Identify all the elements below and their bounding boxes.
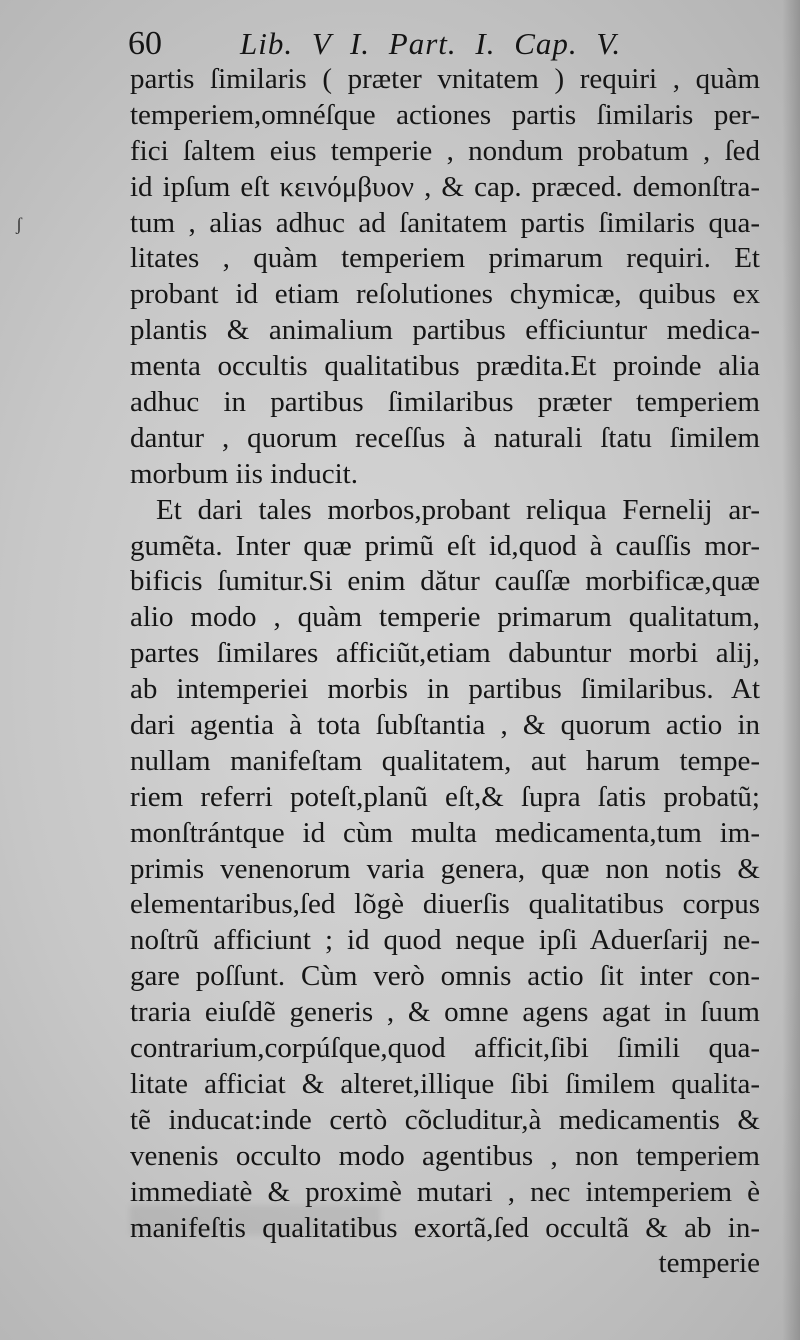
text-line: bificis ſumitur.Si enim dătur cauſſæ morbificæ,quæ (130, 565, 760, 598)
body-text (130, 62, 760, 1282)
text-line: litates , quàm temperiem primarum requiri. Et (130, 242, 760, 275)
text-line: dantur , quorum receſſus à naturali ſtatu ſimilem (130, 421, 760, 454)
text-line: monſtrántque id cùm multa medicamenta,tum im- (130, 816, 760, 849)
text-line: alio modo , quàm temperie primarum qualitatum, (130, 601, 760, 634)
text-line: probant id etiam reſolutiones chymicæ, quibus ex (130, 278, 760, 311)
text-line: plantis & animalium partibus efficiuntur medica- (130, 314, 760, 347)
text-line: gumẽta. Inter quæ primũ eſt id,quod à cauſſis mor- (130, 529, 760, 562)
text-line: tẽ inducat:inde certò cõcluditur,à medicamentis & (130, 1103, 760, 1136)
text-line: noſtrũ afficiunt ; id quod neque ipſi Aduerſarij ne- (130, 924, 760, 957)
text-line: dari agentia à tota ſubſtantia , & quorum actio in (130, 709, 760, 742)
show-through-smudge (130, 1205, 380, 1235)
text-line: partis ſimilaris ( præter vnitatem ) requiri , quàm (130, 63, 760, 95)
catchword: temperie (658, 1247, 760, 1280)
text-line: gare poſſunt. Cùm verò omnis actio ſit inter con- (130, 960, 760, 993)
text-line: contrarium,corpúſque,quod afficit,ſibi ſimili qua- (130, 1032, 760, 1065)
text-line: venenis occulto modo agentibus , non temperiem (130, 1139, 760, 1172)
text-line: partes ſimilares afficiũt,etiam dabuntur morbi alij, (130, 637, 760, 670)
text-line: ab intemperiei morbis in partibus ſimilaribus. At (130, 673, 760, 706)
text-line: fici ſaltem eius temperie , nondum probatum , ſed (130, 134, 760, 167)
text-line: tum , alias adhuc ad ſanitatem partis ſimilaris qua- (130, 206, 760, 239)
text-line: Et dari tales morbos,probant reliqua Fernelij ar- (156, 493, 760, 526)
page-number: 60 (128, 25, 162, 62)
text-line: nullam manifeſtam qualitatem, aut harum tempe- (130, 744, 760, 777)
running-head (128, 22, 768, 66)
text-line: temperiem,omnéſque actiones partis ſimilaris per- (130, 98, 760, 131)
running-title: Lib. V I. Part. I. Cap. V. (240, 26, 622, 61)
text-line: morbum iis inducit. (130, 457, 358, 490)
margin-mark: ʃ (16, 214, 22, 234)
page-gutter-shadow (782, 0, 800, 1340)
text-line: adhuc in partibus ſimilaribus præter temperiem (130, 386, 760, 419)
text-line: menta occultis qualitatibus prædita.Et proinde alia (130, 350, 760, 383)
text-line: traria eiuſdẽ generis , & omne agens agat in ſuum (130, 996, 760, 1029)
text-line: elementaribus,ſed lõgè diuerſis qualitatibus corpus (130, 888, 760, 921)
text-line: primis venenorum varia genera, quæ non notis & (130, 852, 760, 885)
text-line: immediatè & proximè mutari , nec intemperiem è (130, 1175, 760, 1208)
text-line: id ipſum eſt κεινόμβυον , & cap. præced. demonſtra- (130, 170, 760, 203)
text-line: litate afficiat & alteret,illique ſibi ſimilem qualita- (130, 1067, 760, 1100)
text-line: manifeſtis qualitatibus exortã,ſed occultã & ab in- (130, 1211, 760, 1244)
text-line: riem referri poteſt,planũ eſt,& ſupra ſatis probatũ; (130, 780, 760, 813)
